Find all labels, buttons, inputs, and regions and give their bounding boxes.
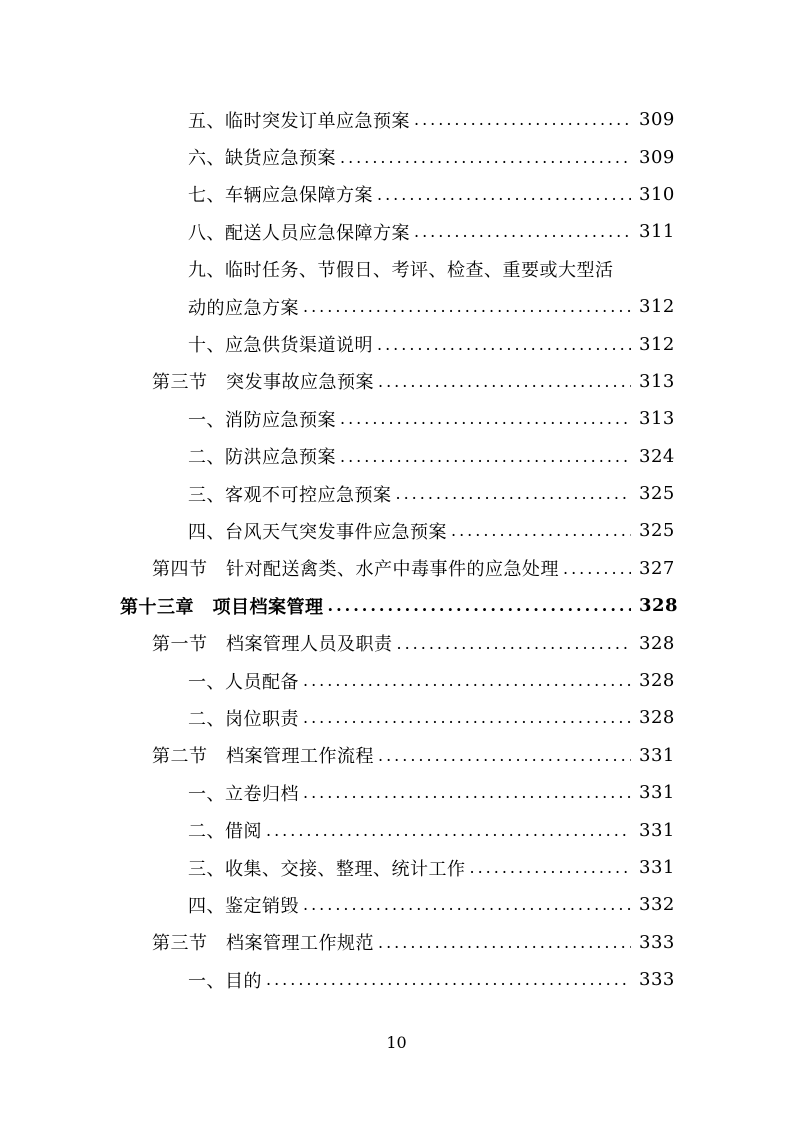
dot-leader <box>414 110 631 129</box>
toc-entry-title: 八、配送人员应急保障方案 <box>188 222 410 244</box>
toc-entry-page: 312 <box>639 333 675 355</box>
toc-entry-page: 313 <box>639 370 675 392</box>
toc-entry-page: 328 <box>639 707 675 729</box>
toc-item-entry[interactable] <box>0 475 793 512</box>
toc-entry-page: 333 <box>639 931 675 953</box>
dot-leader <box>266 970 631 989</box>
dot-leader <box>266 821 631 840</box>
dot-leader <box>377 335 631 354</box>
dot-leader <box>451 521 631 540</box>
dot-leader <box>414 222 631 241</box>
toc-entry-page: 331 <box>639 857 675 878</box>
toc-entry-title: 第四节 针对配送禽类、水产中毒事件的应急处理 <box>152 559 559 581</box>
toc-entry-title: 第一节 档案管理人员及职责 <box>152 634 393 656</box>
toc-item-entry[interactable] <box>0 699 793 736</box>
toc-entry-title: 四、鉴定销毁 <box>188 895 299 917</box>
dot-leader <box>377 185 631 204</box>
toc-entry-page: 312 <box>639 296 675 318</box>
toc-entry-page: 324 <box>639 445 675 467</box>
dot-leader <box>303 783 631 802</box>
toc-item-entry[interactable] <box>0 251 793 288</box>
toc-entry-title: 九、临时任务、节假日、考评、检查、重要或大型活 <box>188 260 614 282</box>
toc-section-entry[interactable] <box>0 737 793 774</box>
toc-entry-title: 一、消防应急预案 <box>188 409 336 431</box>
toc-entry-title: 六、缺货应急预案 <box>188 148 336 170</box>
toc-entry-page: 325 <box>639 520 675 542</box>
toc-entry-page: 331 <box>639 782 675 804</box>
toc-entry-page: 333 <box>639 969 675 991</box>
toc-entry-title: 第三节 突发事故应急预案 <box>152 372 374 394</box>
toc-entry-title: 三、客观不可控应急预案 <box>188 484 392 506</box>
toc-item-entry[interactable] <box>0 811 793 848</box>
dot-leader <box>340 148 631 167</box>
dot-leader <box>303 297 631 316</box>
toc-entry-title: 二、借阅 <box>188 821 262 843</box>
toc-entry-title: 第二节 档案管理工作流程 <box>152 746 374 768</box>
toc-entry-title: 四、台风天气突发事件应急预案 <box>188 521 447 543</box>
toc-entry-title: 三、收集、交接、整理、统计工作 <box>188 858 466 880</box>
toc-entry-title: 十、应急供货渠道说明 <box>188 335 373 357</box>
toc-entry-page: 328 <box>639 595 679 617</box>
toc-item-entry[interactable] <box>0 849 793 886</box>
toc-entry-page: 310 <box>639 183 675 205</box>
toc-entry-title: 动的应急方案 <box>188 297 299 319</box>
dot-leader <box>303 895 631 914</box>
dot-leader <box>396 484 632 503</box>
toc-section-entry[interactable] <box>0 924 793 961</box>
toc-item-entry[interactable] <box>0 961 793 998</box>
toc-section-entry[interactable] <box>0 624 793 661</box>
toc-item-entry[interactable] <box>0 662 793 699</box>
toc-entry-title: 一、目的 <box>188 970 262 992</box>
toc-item-entry[interactable] <box>0 512 793 549</box>
dot-leader <box>340 409 631 428</box>
toc-item-entry[interactable] <box>0 101 793 138</box>
dot-leader <box>470 858 632 877</box>
table-of-contents <box>0 101 793 998</box>
toc-entry-page: 325 <box>639 483 675 505</box>
toc-entry-title: 一、人员配备 <box>188 671 299 693</box>
toc-entry-title: 五、临时突发订单应急预案 <box>188 110 410 132</box>
toc-item-entry[interactable] <box>0 213 793 250</box>
toc-entry-page: 328 <box>639 670 675 692</box>
toc-entry-title: 七、车辆应急保障方案 <box>188 185 373 207</box>
toc-entry-page: 332 <box>639 894 675 916</box>
toc-entry-title: 第三节 档案管理工作规范 <box>152 933 374 955</box>
dot-leader <box>563 559 631 578</box>
toc-item-entry[interactable] <box>0 288 793 325</box>
toc-entry-page: 331 <box>639 819 675 841</box>
dot-leader <box>303 708 631 727</box>
toc-entry-title: 第十三章 项目档案管理 <box>120 596 324 618</box>
page-number: 10 <box>386 1033 407 1052</box>
dot-leader <box>303 671 631 690</box>
dot-leader <box>378 746 631 765</box>
toc-entry-title: 二、岗位职责 <box>188 708 299 730</box>
toc-entry-title: 二、防洪应急预案 <box>188 447 336 469</box>
toc-item-entry[interactable] <box>0 774 793 811</box>
toc-chapter-entry[interactable] <box>0 587 793 624</box>
toc-entry-page: 313 <box>639 408 675 430</box>
dot-leader <box>340 447 631 466</box>
dot-leader <box>328 596 632 615</box>
toc-item-entry[interactable] <box>0 138 793 175</box>
toc-item-entry[interactable] <box>0 176 793 213</box>
toc-item-entry[interactable] <box>0 886 793 923</box>
toc-item-entry[interactable] <box>0 438 793 475</box>
dot-leader <box>378 372 631 391</box>
dot-leader <box>378 933 631 952</box>
toc-section-entry[interactable] <box>0 550 793 587</box>
toc-entry-page: 309 <box>639 109 675 131</box>
toc-section-entry[interactable] <box>0 363 793 400</box>
toc-entry-page: 328 <box>639 632 675 654</box>
toc-item-entry[interactable] <box>0 325 793 362</box>
toc-entry-title: 一、立卷归档 <box>188 783 299 805</box>
toc-entry-page: 331 <box>639 744 675 766</box>
toc-item-entry[interactable] <box>0 400 793 437</box>
toc-entry-page: 309 <box>639 146 675 168</box>
toc-entry-page: 311 <box>639 221 675 243</box>
toc-entry-page: 327 <box>639 557 675 579</box>
dot-leader <box>397 634 632 653</box>
